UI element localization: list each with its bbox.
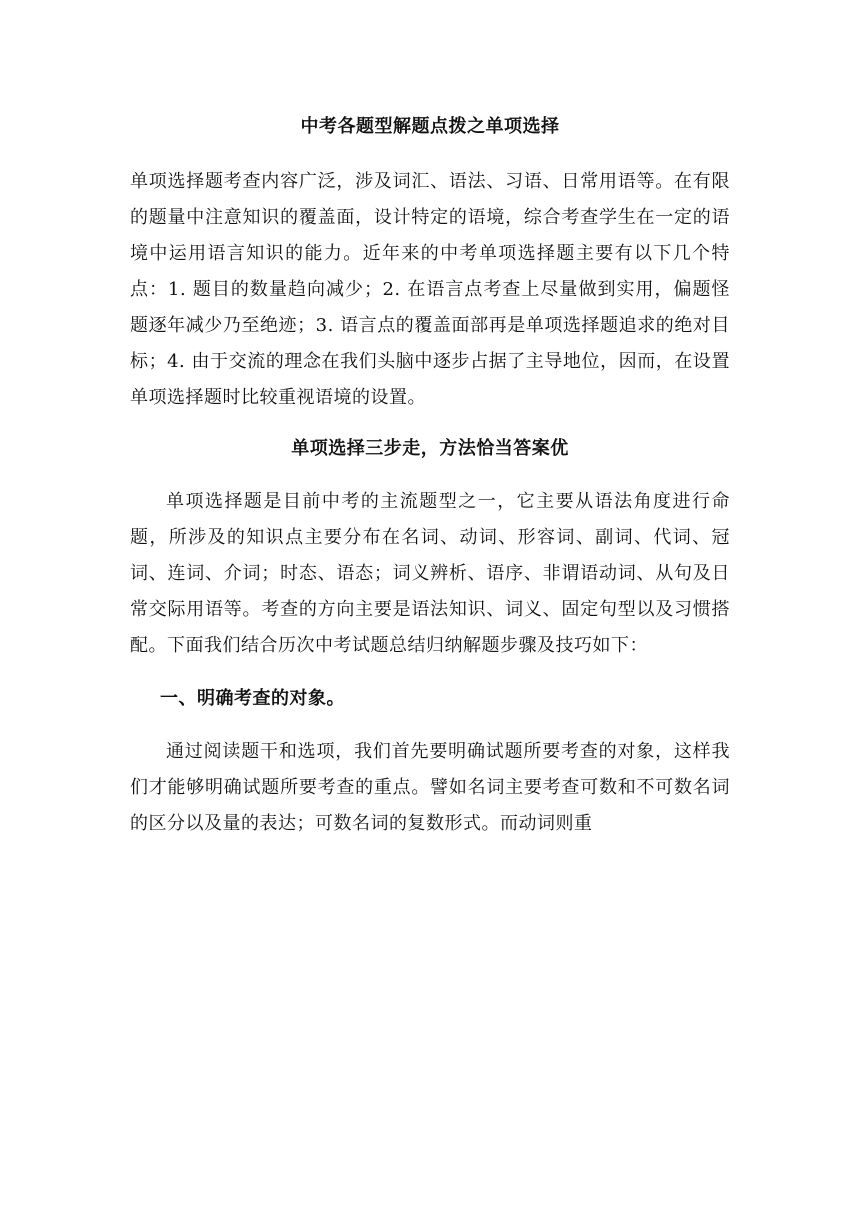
document-title: 中考各题型解题点拨之单项选择 <box>300 116 560 137</box>
step-one-heading: 一、明确考查的对象。 <box>160 688 345 709</box>
section-intro-paragraph: 单项选择题是目前中考的主流题型之一，它主要从语法角度进行命题，所涉及的知识点主要分布在名词、动词、形容词、副词、代词、冠词、连词、介词；时态、语态；词义辨析、语序、非谓语动词、从句及日常交际用语等。考查的方向主要是语法知识、词义、固定句型以及习惯搭配。下面我们结合历次中考试题总结归纳解题步骤及技巧如下： <box>130 491 730 656</box>
intro-paragraph: 单项选择题考查内容广泛，涉及词汇、语法、习语、日常用语等。在有限的题量中注意知识的覆盖面，设计特定的语境，综合考查学生在一定的语境中运用语言知识的能力。近年来的中考单项选择题主要有以下几个特点：1. 题目的数量趋向减少；2. 在语言点考查上尽量做到实用，偏题怪题逐年减少乃至绝迹；3. 语言点的覆盖面部再是单项选择题追求的绝对目标；4. 由于交流的理念在我们头脑中逐步占据了主导地位，因而，在设置单项选择题时比较重视语境的设置。 <box>130 171 730 408</box>
step-one-paragraph: 通过阅读题干和选项，我们首先要明确试题所要考查的对象，这样我们才能够明确试题所要考查的重点。譬如名词主要考查可数和不可数名词的区分以及量的表达；可数名词的复数形式。而动词则重 <box>130 741 730 834</box>
document-body <box>130 112 730 842</box>
section-subtitle: 单项选择三步走，方法恰当答案优 <box>291 438 569 459</box>
